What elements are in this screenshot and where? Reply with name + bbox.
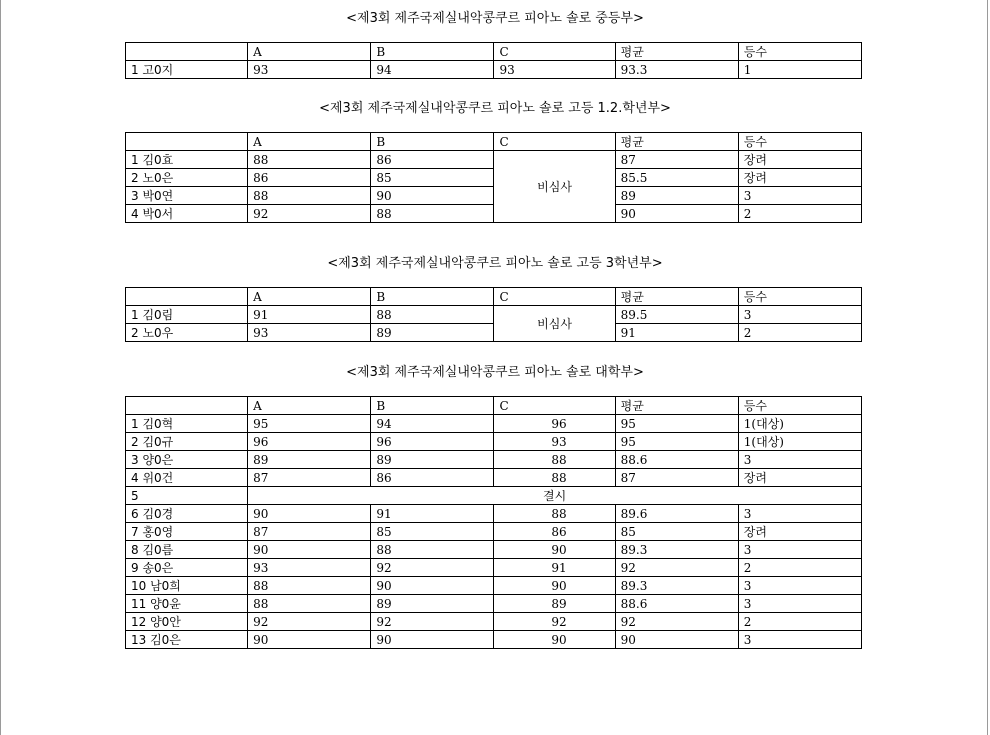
- cell-rank: 2: [738, 205, 861, 223]
- header-cell-rank: 등수: [738, 397, 861, 415]
- cell-c: 88: [494, 505, 615, 523]
- cell-name: 1 김0효: [126, 151, 248, 169]
- cell-a: 88: [248, 187, 371, 205]
- header-cell-name: [126, 288, 248, 306]
- table-row: [126, 577, 862, 595]
- cell-a: 87: [248, 469, 371, 487]
- cell-b: 92: [371, 613, 494, 631]
- cell-average: 85: [615, 523, 738, 541]
- cell-rank: 2: [738, 324, 861, 342]
- header-cell-rank: 등수: [738, 43, 861, 61]
- cell-average: 89.5: [615, 306, 738, 324]
- cell-c: 89: [494, 595, 615, 613]
- header-cell-a: A: [248, 133, 371, 151]
- cell-a: 92: [248, 613, 371, 631]
- cell-name: 2 노0은: [126, 169, 248, 187]
- header-cell-a: A: [248, 397, 371, 415]
- cell-name: 1 김0림: [126, 306, 248, 324]
- header-cell-name: [126, 397, 248, 415]
- cell-name: 11 양0윤: [126, 595, 248, 613]
- cell-c: 88: [494, 469, 615, 487]
- cell-average: 89.6: [615, 505, 738, 523]
- cell-a: 91: [248, 306, 371, 324]
- cell-name: 7 홍0영: [126, 523, 248, 541]
- cell-average: 89.3: [615, 541, 738, 559]
- cell-average: 87: [615, 469, 738, 487]
- cell-b: 85: [371, 169, 494, 187]
- header-cell-c: C: [494, 133, 615, 151]
- cell-average: 93.3: [615, 61, 738, 79]
- cell-b: 91: [371, 505, 494, 523]
- table-university: [125, 396, 862, 649]
- cell-rank: 장려: [738, 469, 861, 487]
- header-cell-average: 평균: [615, 43, 738, 61]
- table-row: [126, 523, 862, 541]
- header-cell-name: [126, 43, 248, 61]
- table-row: [126, 169, 862, 187]
- cell-rank: 3: [738, 595, 861, 613]
- table-middle-school: [125, 42, 862, 79]
- cell-name: 5: [126, 487, 248, 505]
- cell-b: 90: [371, 631, 494, 649]
- header-cell-average: 평균: [615, 288, 738, 306]
- cell-name: 8 김0름: [126, 541, 248, 559]
- header-cell-average: 평균: [615, 133, 738, 151]
- table-row: [126, 595, 862, 613]
- table-row: [126, 415, 862, 433]
- header-cell-c: C: [494, 43, 615, 61]
- table-row: [126, 631, 862, 649]
- cell-name: 4 위0건: [126, 469, 248, 487]
- header-cell-b: B: [371, 397, 494, 415]
- section-title-high-school-3: <제3회 제주국제실내악콩쿠르 피아노 솔로 고등 3학년부>: [327, 256, 663, 271]
- header-cell-average: 평균: [615, 397, 738, 415]
- cell-average: 85.5: [615, 169, 738, 187]
- cell-b: 86: [371, 469, 494, 487]
- cell-average: 89.3: [615, 577, 738, 595]
- header-cell-c: C: [494, 288, 615, 306]
- cell-b: 89: [371, 595, 494, 613]
- cell-average: 89: [615, 187, 738, 205]
- table-row: [126, 541, 862, 559]
- cell-c: 91: [494, 559, 615, 577]
- cell-rank: 3: [738, 306, 861, 324]
- header-cell-c: C: [494, 397, 615, 415]
- cell-c: 93: [494, 433, 615, 451]
- section-title-university: <제3회 제주국제실내악콩쿠르 피아노 솔로 대학부>: [346, 365, 644, 380]
- cell-b: 92: [371, 559, 494, 577]
- cell-c: 92: [494, 613, 615, 631]
- cell-a: 90: [248, 505, 371, 523]
- table-header-row: [126, 397, 862, 415]
- cell-rank: 3: [738, 577, 861, 595]
- cell-average: 90: [615, 205, 738, 223]
- cell-rank: 3: [738, 451, 861, 469]
- cell-average: 90: [615, 631, 738, 649]
- cell-b: 89: [371, 451, 494, 469]
- cell-average: 91: [615, 324, 738, 342]
- cell-average: 95: [615, 415, 738, 433]
- cell-average: 87: [615, 151, 738, 169]
- section-title-middle-school: <제3회 제주국제실내악콩쿠르 피아노 솔로 중등부>: [346, 11, 644, 26]
- table-header-row: [126, 133, 862, 151]
- cell-b: 88: [371, 205, 494, 223]
- header-cell-a: A: [248, 288, 371, 306]
- table-row: [126, 187, 862, 205]
- cell-b: 96: [371, 433, 494, 451]
- cell-rank: 1(대상): [738, 415, 861, 433]
- table-row: [126, 451, 862, 469]
- table-row: [126, 61, 862, 79]
- cell-c: 88: [494, 451, 615, 469]
- table-row: [126, 306, 862, 324]
- cell-c: 96: [494, 415, 615, 433]
- cell-average: 92: [615, 559, 738, 577]
- cell-b: 89: [371, 324, 494, 342]
- cell-name: 10 남0희: [126, 577, 248, 595]
- cell-a: 86: [248, 169, 371, 187]
- cell-c: 90: [494, 631, 615, 649]
- table-high-school-1-2: [125, 132, 862, 223]
- header-cell-b: B: [371, 133, 494, 151]
- cell-rank: 3: [738, 541, 861, 559]
- cell-b: 85: [371, 523, 494, 541]
- cell-c: 90: [494, 577, 615, 595]
- cell-a: 93: [248, 61, 371, 79]
- cell-name: 4 박0서: [126, 205, 248, 223]
- cell-rank: 3: [738, 187, 861, 205]
- table-row: [126, 324, 862, 342]
- cell-a: 96: [248, 433, 371, 451]
- table-row: [126, 205, 862, 223]
- cell-a: 90: [248, 631, 371, 649]
- cell-rank: 3: [738, 631, 861, 649]
- cell-a: 87: [248, 523, 371, 541]
- cell-b: 88: [371, 306, 494, 324]
- cell-rank: 1(대상): [738, 433, 861, 451]
- cell-a: 93: [248, 324, 371, 342]
- table-high-school-3: [125, 287, 862, 342]
- cell-b: 88: [371, 541, 494, 559]
- table-header-row: [126, 288, 862, 306]
- table-row: [126, 613, 862, 631]
- header-cell-name: [126, 133, 248, 151]
- cell-name: 2 노0우: [126, 324, 248, 342]
- header-cell-b: B: [371, 43, 494, 61]
- cell-b: 94: [371, 61, 494, 79]
- cell-a: 88: [248, 577, 371, 595]
- cell-rank: 2: [738, 613, 861, 631]
- cell-name: 1 김0혁: [126, 415, 248, 433]
- cell-c-not-judged: 비심사: [494, 306, 615, 342]
- cell-average: 92: [615, 613, 738, 631]
- table-row: [126, 433, 862, 451]
- header-cell-b: B: [371, 288, 494, 306]
- header-cell-rank: 등수: [738, 288, 861, 306]
- cell-c: 93: [494, 61, 615, 79]
- cell-a: 90: [248, 541, 371, 559]
- cell-name: 12 양0안: [126, 613, 248, 631]
- cell-b: 94: [371, 415, 494, 433]
- header-cell-rank: 등수: [738, 133, 861, 151]
- cell-average: 95: [615, 433, 738, 451]
- cell-name: 3 양0은: [126, 451, 248, 469]
- header-cell-a: A: [248, 43, 371, 61]
- cell-b: 90: [371, 577, 494, 595]
- cell-a: 93: [248, 559, 371, 577]
- cell-rank: 장려: [738, 151, 861, 169]
- cell-c: 90: [494, 541, 615, 559]
- cell-a: 89: [248, 451, 371, 469]
- cell-name: 9 송0은: [126, 559, 248, 577]
- cell-name: 13 김0은: [126, 631, 248, 649]
- cell-name: 3 박0연: [126, 187, 248, 205]
- cell-rank: 1: [738, 61, 861, 79]
- table-row: [126, 151, 862, 169]
- cell-name: 1 고0지: [126, 61, 248, 79]
- cell-name: 6 김0경: [126, 505, 248, 523]
- cell-absent: 결시: [248, 487, 862, 505]
- cell-a: 88: [248, 151, 371, 169]
- cell-c-not-judged: 비심사: [494, 151, 615, 223]
- table-row-absent: [126, 487, 862, 505]
- cell-a: 95: [248, 415, 371, 433]
- cell-c: 86: [494, 523, 615, 541]
- section-title-high-school-1-2: <제3회 제주국제실내악콩쿠르 피아노 솔로 고등 1.2.학년부>: [319, 101, 671, 116]
- table-row: [126, 559, 862, 577]
- cell-name: 2 김0규: [126, 433, 248, 451]
- cell-average: 88.6: [615, 451, 738, 469]
- cell-a: 88: [248, 595, 371, 613]
- cell-a: 92: [248, 205, 371, 223]
- table-row: [126, 505, 862, 523]
- cell-rank: 2: [738, 559, 861, 577]
- cell-b: 90: [371, 187, 494, 205]
- cell-rank: 장려: [738, 169, 861, 187]
- cell-average: 88.6: [615, 595, 738, 613]
- cell-rank: 장려: [738, 523, 861, 541]
- cell-b: 86: [371, 151, 494, 169]
- cell-rank: 3: [738, 505, 861, 523]
- table-row: [126, 469, 862, 487]
- table-header-row: [126, 43, 862, 61]
